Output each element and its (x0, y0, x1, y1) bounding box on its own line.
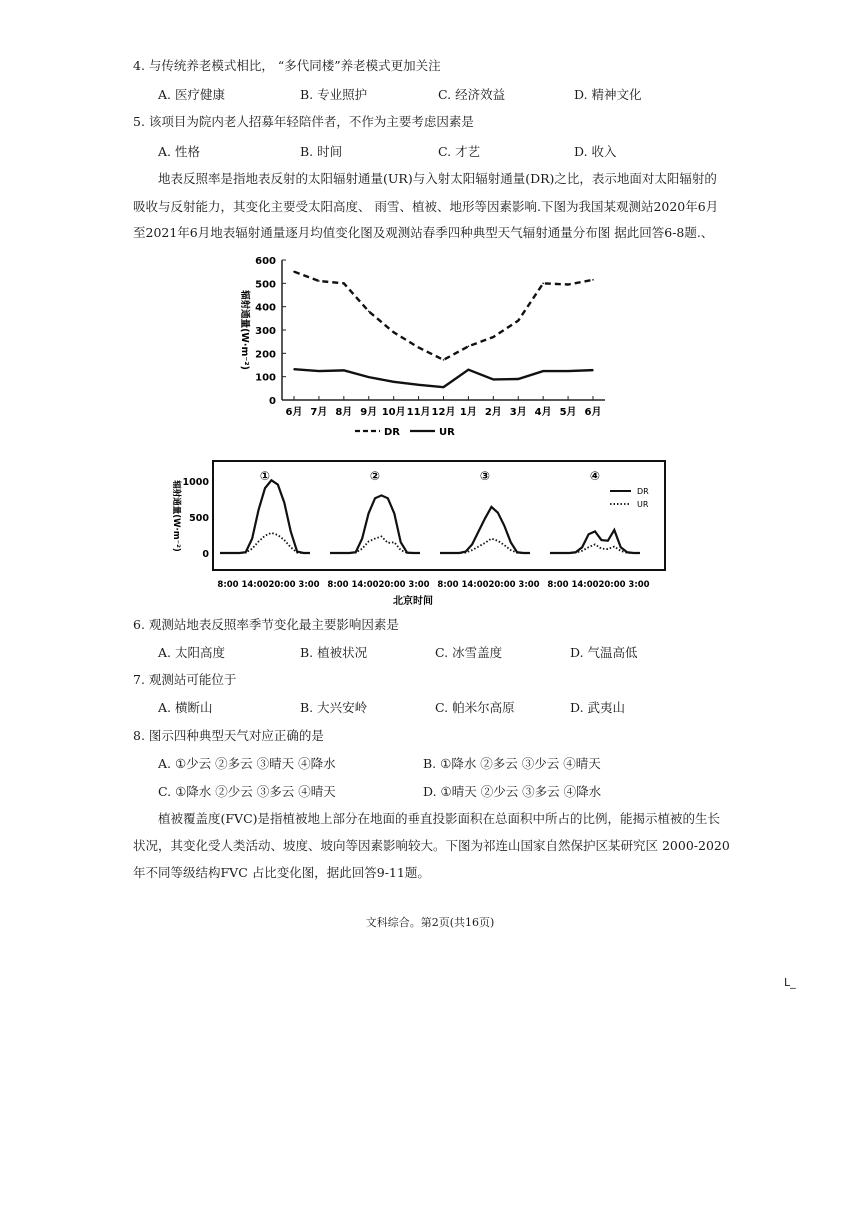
question-8-stem: 8. 图示四种典型天气对应正确的是 (133, 728, 324, 743)
q4-option-c[interactable]: C. 经济效益 (438, 87, 506, 102)
q6-option-c[interactable]: C. 冰雪盖度 (435, 645, 503, 660)
data-point-ur (368, 376, 370, 378)
x-tick-label: 14:00 (241, 580, 269, 590)
data-point-ur (443, 386, 445, 388)
q6-option-d[interactable]: D. 气温高低 (570, 645, 638, 660)
x-tick-label: 14:00 (571, 580, 599, 590)
q7-option-d[interactable]: D. 武夷山 (570, 700, 626, 715)
x-tick-label: 20:00 (378, 580, 406, 590)
y-tick-label: 500 (189, 513, 209, 524)
x-tick-label: 20:00 (488, 580, 516, 590)
x-tick-label: 8月 (335, 407, 353, 418)
corner-mark: L_ (784, 976, 796, 989)
data-point-ur (318, 370, 320, 372)
data-point-ur (542, 370, 544, 372)
data-point-dr (567, 284, 569, 286)
x-tick-label: 8:00 (547, 580, 569, 590)
x-tick-label: 20:00 (598, 580, 626, 590)
x-tick-label: 2月 (484, 407, 502, 418)
x-tick-label: 6月 (285, 407, 303, 418)
x-tick-label: 9月 (360, 407, 378, 418)
q5-option-c[interactable]: C. 才艺 (438, 144, 481, 159)
data-point-dr (293, 271, 295, 273)
series-line-dr (294, 272, 593, 360)
data-point-ur (418, 384, 420, 386)
passage1-line1: 地表反照率是指地表反射的太阳辐射通量(UR)与入射太阳辐射通量(DR)之比，表示地面对太阳辐射的 (158, 171, 717, 186)
q5-option-d[interactable]: D. 收入 (574, 144, 617, 159)
panel-label: ④ (589, 469, 601, 483)
data-point-dr (468, 346, 470, 348)
data-point-dr (418, 347, 420, 349)
panel-2-dr-line (330, 495, 420, 553)
data-point-dr (493, 336, 495, 338)
series-line-ur (294, 369, 593, 387)
y-tick-label: 0 (202, 549, 209, 560)
panel-label: ① (259, 469, 271, 483)
passage2-line2: 状况，其变化受人类活动、坡度、坡向等因素影响较大。下图为祁连山国家自然保护区某研究区 2000-2020 (133, 838, 730, 853)
panel-label: ③ (479, 469, 491, 483)
y-tick-label: 200 (255, 349, 276, 361)
q4-option-d[interactable]: D. 精神文化 (574, 87, 642, 102)
question-5-stem: 5. 该项目为院内老人招募年轻陪伴者，不作为主要考虑因素是 (133, 114, 474, 129)
x-tick-label: 3:00 (518, 580, 540, 590)
x-tick-label: 3月 (509, 407, 527, 418)
q7-option-a[interactable]: A. 横断山 (158, 700, 213, 715)
y-axis-label: 辐射通量(W·m⁻²) (239, 290, 250, 370)
monthly-radiation-chart (230, 250, 620, 445)
data-point-ur (468, 369, 470, 371)
x-axis-label: 北京时间 (393, 596, 433, 607)
passage2-line3: 年不同等级结构FVC 占比变化图，据此回答9-11题。 (133, 865, 430, 880)
q4-option-b[interactable]: B. 专业照护 (300, 87, 368, 102)
passage2-line1: 植被覆盖度(FVC)是指植被地上部分在地面的垂直投影面积在总面积中所占的比例，能揭示植被的生长 (158, 811, 721, 826)
data-point-ur (393, 381, 395, 383)
panel-label: ② (369, 469, 381, 483)
x-tick-label: 3:00 (628, 580, 650, 590)
panel-4-ur-line (550, 544, 640, 553)
x-tick-label: 10月 (381, 407, 406, 418)
question-7-stem: 7. 观测站可能位于 (133, 672, 237, 687)
q5-option-a[interactable]: A. 性格 (158, 144, 200, 159)
data-point-ur (517, 378, 519, 380)
question-6-stem: 6. 观测站地表反照率季节变化最主要影响因素是 (133, 617, 399, 632)
q5-option-b[interactable]: B. 时间 (300, 144, 343, 159)
x-tick-label: 5月 (559, 407, 577, 418)
x-tick-label: 8:00 (437, 580, 459, 590)
data-point-dr (393, 332, 395, 334)
x-tick-label: 4月 (534, 407, 552, 418)
x-tick-label: 8:00 (217, 580, 239, 590)
x-tick-label: 14:00 (461, 580, 489, 590)
y-tick-label: 100 (255, 372, 276, 384)
q7-option-c[interactable]: C. 帕米尔高原 (435, 700, 515, 715)
q6-option-b[interactable]: B. 植被状况 (300, 645, 368, 660)
x-tick-label: 11月 (406, 407, 431, 418)
page-footer: 文科综合。第2页(共16页) (365, 916, 495, 929)
data-point-ur (592, 369, 594, 371)
panel-4-dr-line (550, 530, 640, 553)
legend-label-ur: UR (439, 427, 455, 438)
y-tick-label: 600 (255, 256, 276, 267)
panel-1-dr-line (220, 480, 310, 553)
data-point-ur (293, 368, 295, 370)
question-4-stem: 4. 与传统养老模式相比， “多代同楼”养老模式更加关注 (133, 58, 441, 73)
passage1-line2: 吸收与反射能力，其变化主要受太阳高度、 雨雪、植被、地形等因素影响.下图为我国某观测站2020年6月 (133, 199, 719, 214)
q8-option-c[interactable]: C. ①降水 ②少云 ③多云 ④晴天 (158, 784, 336, 799)
x-tick-label: 6月 (584, 407, 602, 418)
weather-radiation-chart (165, 458, 675, 608)
q4-option-a[interactable]: A. 医疗健康 (158, 87, 225, 102)
y-axis-label: 辐射通量(W·m⁻²) (171, 480, 181, 552)
q8-option-a[interactable]: A. ①少云 ②多云 ③晴天 ④降水 (158, 756, 336, 771)
y-tick-label: 500 (255, 279, 276, 291)
data-point-dr (318, 280, 320, 282)
q8-option-d[interactable]: D. ①晴天 ②少云 ③多云 ④降水 (423, 784, 602, 799)
q7-option-b[interactable]: B. 大兴安岭 (300, 700, 368, 715)
data-point-dr (443, 359, 445, 361)
x-tick-label: 12月 (431, 407, 456, 418)
x-tick-label: 1月 (459, 407, 477, 418)
legend-label-ur: UR (637, 500, 649, 509)
data-point-ur (343, 370, 345, 372)
data-point-ur (493, 379, 495, 381)
legend-label-dr: DR (384, 427, 401, 438)
data-point-dr (542, 283, 544, 285)
x-tick-label: 14:00 (351, 580, 379, 590)
q6-option-a[interactable]: A. 太阳高度 (158, 645, 225, 660)
y-tick-label: 300 (255, 326, 276, 337)
data-point-dr (592, 279, 594, 281)
x-tick-label: 3:00 (408, 580, 430, 590)
data-point-dr (343, 283, 345, 285)
q8-option-b[interactable]: B. ①降水 ②多云 ③少云 ④晴天 (423, 756, 601, 771)
data-point-ur (567, 370, 569, 372)
x-tick-label: 8:00 (327, 580, 349, 590)
legend-label-dr: DR (637, 487, 649, 496)
passage1-line3: 至2021年6月地表辐射通量逐月均值变化图及观测站春季四种典型天气辐射通量分布图 据此回答6-8题.、 (133, 225, 714, 240)
data-point-dr (368, 311, 370, 313)
data-point-dr (517, 320, 519, 322)
y-tick-label: 1000 (182, 477, 209, 488)
panel-3-dr-line (440, 507, 530, 553)
x-tick-label: 20:00 (268, 580, 296, 590)
x-tick-label: 7月 (310, 407, 328, 418)
y-tick-label: 400 (255, 302, 276, 314)
x-tick-label: 3:00 (298, 580, 320, 590)
y-tick-label: 0 (269, 396, 276, 407)
